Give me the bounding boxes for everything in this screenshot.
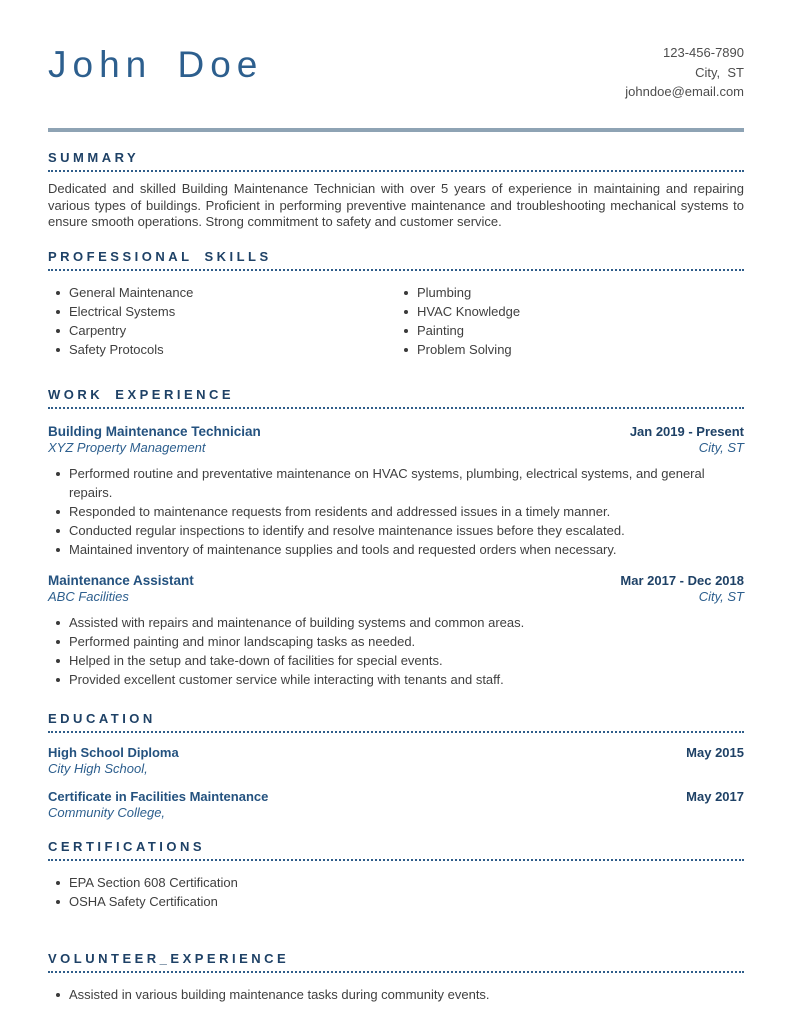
bullet-icon xyxy=(56,659,60,663)
summary-text: Dedicated and skilled Building Maintenance Technician with over 5 years of experience in maintaining and repairing various types of buildings. Proficient in performing preventive maintenance and troubleshooting mechanical systems to ensure smooth operations. Strong commitment to safety and customer service. xyxy=(48,181,744,229)
list-item xyxy=(48,321,396,340)
bullet-icon xyxy=(56,621,60,625)
job-subhead xyxy=(48,440,744,456)
job-dates: Jan 2019 - Present xyxy=(629,423,744,439)
education-school: City High School, xyxy=(48,760,148,776)
list-item xyxy=(48,521,744,540)
bullet-icon xyxy=(56,881,60,885)
list-item xyxy=(48,502,744,521)
bullet-icon xyxy=(56,529,60,533)
job-entry xyxy=(48,423,744,559)
job-head xyxy=(48,423,744,440)
job-title: Building Maintenance Technician xyxy=(48,423,261,439)
summary-heading: SUMMARY xyxy=(48,150,744,172)
skills-list xyxy=(48,283,744,359)
list-item xyxy=(396,302,744,321)
skill-label: Painting xyxy=(417,322,464,338)
job-bullet-text: Conducted regular inspections to identify and resolve maintenance issues before they escalated. xyxy=(69,522,625,538)
certification-text: EPA Section 608 Certification xyxy=(69,874,238,890)
bullet-icon xyxy=(56,472,60,476)
job-title: Maintenance Assistant xyxy=(48,572,194,588)
contact-block xyxy=(625,42,744,102)
list-item xyxy=(48,873,744,892)
job-bullets xyxy=(48,613,744,689)
education-head xyxy=(48,789,744,805)
volunteer-heading: VOLUNTEER_EXPERIENCE xyxy=(48,951,744,973)
job-bullets xyxy=(48,464,744,559)
section-volunteer xyxy=(48,951,744,1004)
skill-label: Electrical Systems xyxy=(69,303,176,319)
list-item xyxy=(396,340,744,359)
job-bullet-text: Responded to maintenance requests from residents and addressed issues in a timely manner. xyxy=(69,503,611,519)
list-item xyxy=(48,302,396,321)
volunteer-text: Assisted in various building maintenance tasks during community events. xyxy=(69,986,490,1002)
bullet-icon xyxy=(404,329,408,333)
certifications-heading: CERTIFICATIONS xyxy=(48,839,744,861)
bullet-icon xyxy=(404,310,408,314)
bullet-icon xyxy=(56,640,60,644)
education-heading: EDUCATION xyxy=(48,711,744,733)
skill-label: Carpentry xyxy=(69,322,127,338)
education-degree: Certificate in Facilities Maintenance xyxy=(48,788,269,804)
education-date: May 2017 xyxy=(686,788,744,804)
list-item xyxy=(48,632,744,651)
bullet-icon xyxy=(56,329,60,333)
section-skills xyxy=(48,249,744,359)
contact-email: johndoe@email.com xyxy=(625,84,744,99)
bullet-icon xyxy=(56,510,60,514)
job-bullet-text: Maintained inventory of maintenance supplies and tools and requested orders when necessary. xyxy=(69,541,617,557)
list-item xyxy=(48,613,744,632)
education-school: Community College, xyxy=(48,804,166,820)
education-head xyxy=(48,745,744,761)
education-date: May 2015 xyxy=(686,744,744,760)
list-item xyxy=(48,892,744,911)
skill-label: Plumbing xyxy=(417,284,472,300)
bullet-icon xyxy=(56,548,60,552)
volunteer-list xyxy=(48,985,744,1004)
skill-label: HVAC Knowledge xyxy=(417,303,521,319)
list-item xyxy=(48,340,396,359)
list-item xyxy=(396,321,744,340)
bullet-icon xyxy=(56,900,60,904)
list-item xyxy=(48,985,744,1004)
job-bullet-text: Performed routine and preventative maintenance on HVAC systems, plumbing, electrical systems, and general repairs. xyxy=(69,465,705,500)
job-bullet-text: Provided excellent customer service while interacting with tenants and staff. xyxy=(69,671,504,687)
skills-column-left xyxy=(48,283,396,359)
skill-label: General Maintenance xyxy=(69,284,194,300)
list-item xyxy=(48,464,744,502)
list-item xyxy=(396,283,744,302)
job-head xyxy=(48,572,744,589)
job-subhead xyxy=(48,589,744,605)
bullet-icon xyxy=(404,348,408,352)
job-dates: Mar 2017 - Dec 2018 xyxy=(620,572,744,588)
person-name: John Doe xyxy=(48,44,264,85)
list-item xyxy=(48,651,744,670)
section-education xyxy=(48,711,744,821)
skill-label: Safety Protocols xyxy=(69,341,164,357)
bullet-icon xyxy=(56,678,60,682)
list-item xyxy=(48,540,744,559)
certifications-list xyxy=(48,873,744,911)
bullet-icon xyxy=(56,348,60,352)
job-location: City, ST xyxy=(698,588,744,604)
job-location: City, ST xyxy=(698,439,744,455)
header-divider xyxy=(48,128,744,132)
job-company: XYZ Property Management xyxy=(48,439,206,455)
bullet-icon xyxy=(404,291,408,295)
list-item xyxy=(48,283,396,302)
skills-column-right xyxy=(396,283,744,359)
job-bullet-text: Performed painting and minor landscaping tasks as needed. xyxy=(69,633,416,649)
education-entry xyxy=(48,745,744,777)
bullet-icon xyxy=(56,291,60,295)
section-work-experience xyxy=(48,387,744,689)
job-entry xyxy=(48,572,744,689)
section-summary xyxy=(48,150,744,231)
certification-text: OSHA Safety Certification xyxy=(69,893,218,909)
skills-heading: PROFESSIONAL SKILLS xyxy=(48,249,744,271)
education-entry xyxy=(48,789,744,821)
resume-header xyxy=(48,42,744,102)
job-bullet-text: Helped in the setup and take-down of facilities for special events. xyxy=(69,652,443,668)
education-degree: High School Diploma xyxy=(48,744,179,760)
skill-label: Problem Solving xyxy=(417,341,512,357)
list-item xyxy=(48,670,744,689)
job-company: ABC Facilities xyxy=(48,588,129,604)
contact-location: City, ST xyxy=(695,64,744,80)
section-certifications xyxy=(48,839,744,911)
bullet-icon xyxy=(56,993,60,997)
bullet-icon xyxy=(56,310,60,314)
contact-phone: 123-456-7890 xyxy=(663,45,744,60)
job-bullet-text: Assisted with repairs and maintenance of building systems and common areas. xyxy=(69,614,525,630)
work-heading: WORK EXPERIENCE xyxy=(48,387,744,409)
